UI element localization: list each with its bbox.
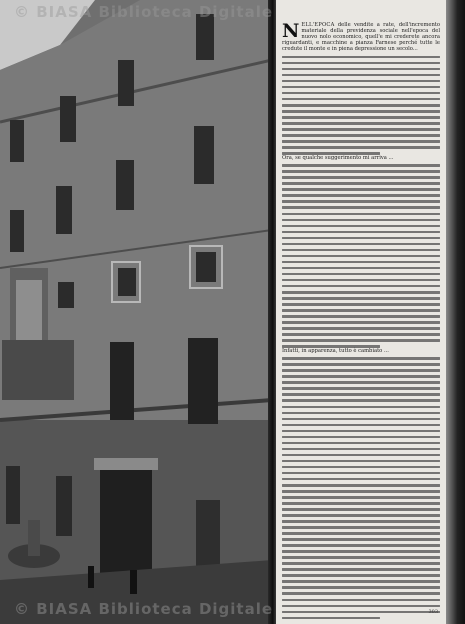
text-line	[282, 605, 440, 608]
text-line	[282, 273, 440, 276]
text-line	[282, 219, 440, 222]
text-line	[282, 568, 440, 571]
text-line	[282, 170, 440, 173]
text-page	[276, 0, 446, 624]
text-line	[282, 315, 440, 318]
text-line	[282, 406, 440, 409]
paragraph-start: Ora, se qualche suggerimento mi arriva ...	[282, 154, 394, 161]
text-line	[282, 225, 440, 228]
text-line	[282, 345, 380, 348]
text-line	[282, 496, 440, 499]
watermark-top: © BIASA Biblioteca Digitale	[14, 3, 274, 21]
text-line	[282, 544, 440, 547]
text-line	[282, 436, 440, 439]
text-line	[282, 140, 440, 143]
text-line	[282, 550, 440, 553]
text-line	[282, 213, 440, 216]
text-line	[282, 574, 440, 577]
text-line	[282, 508, 440, 511]
text-line	[282, 128, 440, 131]
text-line	[282, 611, 440, 614]
text-line	[282, 321, 440, 324]
text-line	[282, 442, 440, 445]
text-line	[282, 255, 440, 258]
text-line	[282, 74, 440, 77]
paragraph-start: Infatti, in apparenza, tutto è cambiato ...	[282, 347, 389, 354]
text-line	[282, 267, 440, 270]
text-line	[282, 520, 440, 523]
text-line	[282, 243, 440, 246]
text-line	[282, 116, 440, 119]
text-line	[282, 104, 440, 107]
text-line	[282, 490, 440, 493]
text-line	[282, 472, 440, 475]
text-line	[282, 599, 440, 602]
text-line	[282, 62, 440, 65]
text-line	[282, 92, 440, 95]
text-line	[282, 80, 440, 83]
paragraph	[282, 348, 440, 619]
text-line	[282, 514, 440, 517]
text-line	[282, 86, 440, 89]
text-line	[282, 249, 440, 252]
opening-text: delle vendite a rate, dell'incremento materiale della previdenza sociale nell'epoca del nuovo nolo economico, quell'e mi crederete ancora riguardanti, e macchine a pianza Farnese perché tutte le credute il monte e in piena depressione un secolo...	[282, 22, 440, 53]
text-line	[282, 122, 440, 125]
text-line	[282, 526, 440, 529]
drop-cap: N	[282, 20, 300, 42]
text-line	[282, 466, 440, 469]
text-line	[282, 363, 440, 366]
text-line	[282, 110, 440, 113]
text-line	[282, 327, 440, 330]
text-line	[282, 200, 440, 203]
text-line	[282, 580, 440, 583]
text-line	[282, 333, 440, 336]
text-line	[282, 430, 440, 433]
text-line	[282, 562, 440, 565]
lead-words: ELL'EPOCA	[301, 22, 335, 28]
text-line	[282, 478, 440, 481]
text-line	[282, 194, 440, 197]
text-line	[282, 98, 440, 101]
text-line	[282, 418, 440, 421]
text-line	[282, 538, 440, 541]
text-line	[282, 206, 440, 209]
text-line	[282, 381, 440, 384]
text-line	[282, 448, 440, 451]
text-line	[282, 412, 440, 415]
article-column	[282, 22, 440, 619]
scan-edge	[446, 0, 465, 624]
text-line	[282, 134, 440, 137]
text-line	[282, 152, 380, 155]
text-line	[282, 532, 440, 535]
text-line	[282, 399, 440, 402]
text-line	[282, 454, 440, 457]
text-line	[282, 484, 440, 487]
text-line	[282, 182, 440, 185]
text-line	[282, 279, 440, 282]
text-line	[282, 68, 440, 71]
page-number: 303	[428, 609, 438, 615]
text-line	[282, 164, 440, 167]
book-gutter	[268, 0, 276, 624]
text-line	[282, 617, 380, 620]
text-line	[282, 357, 440, 360]
body-text-lines	[282, 56, 440, 155]
text-line	[282, 375, 440, 378]
text-line	[282, 387, 440, 390]
text-line	[282, 188, 440, 191]
text-line	[282, 237, 440, 240]
paragraph	[282, 155, 440, 348]
text-line	[282, 261, 440, 264]
text-line	[282, 369, 440, 372]
text-line	[282, 291, 440, 294]
text-line	[282, 297, 440, 300]
text-line	[282, 592, 440, 595]
text-line	[282, 556, 440, 559]
text-line	[282, 424, 440, 427]
watermark-bottom: © BIASA Biblioteca Digitale	[14, 600, 274, 618]
text-line	[282, 393, 440, 396]
text-line	[282, 303, 440, 306]
text-line	[282, 502, 440, 505]
text-line	[282, 309, 440, 312]
text-line	[282, 460, 440, 463]
text-line	[282, 285, 440, 288]
text-line	[282, 176, 440, 179]
text-line	[282, 339, 440, 342]
text-line	[282, 146, 440, 149]
text-line	[282, 56, 440, 59]
text-line	[282, 231, 440, 234]
text-line	[282, 586, 440, 589]
